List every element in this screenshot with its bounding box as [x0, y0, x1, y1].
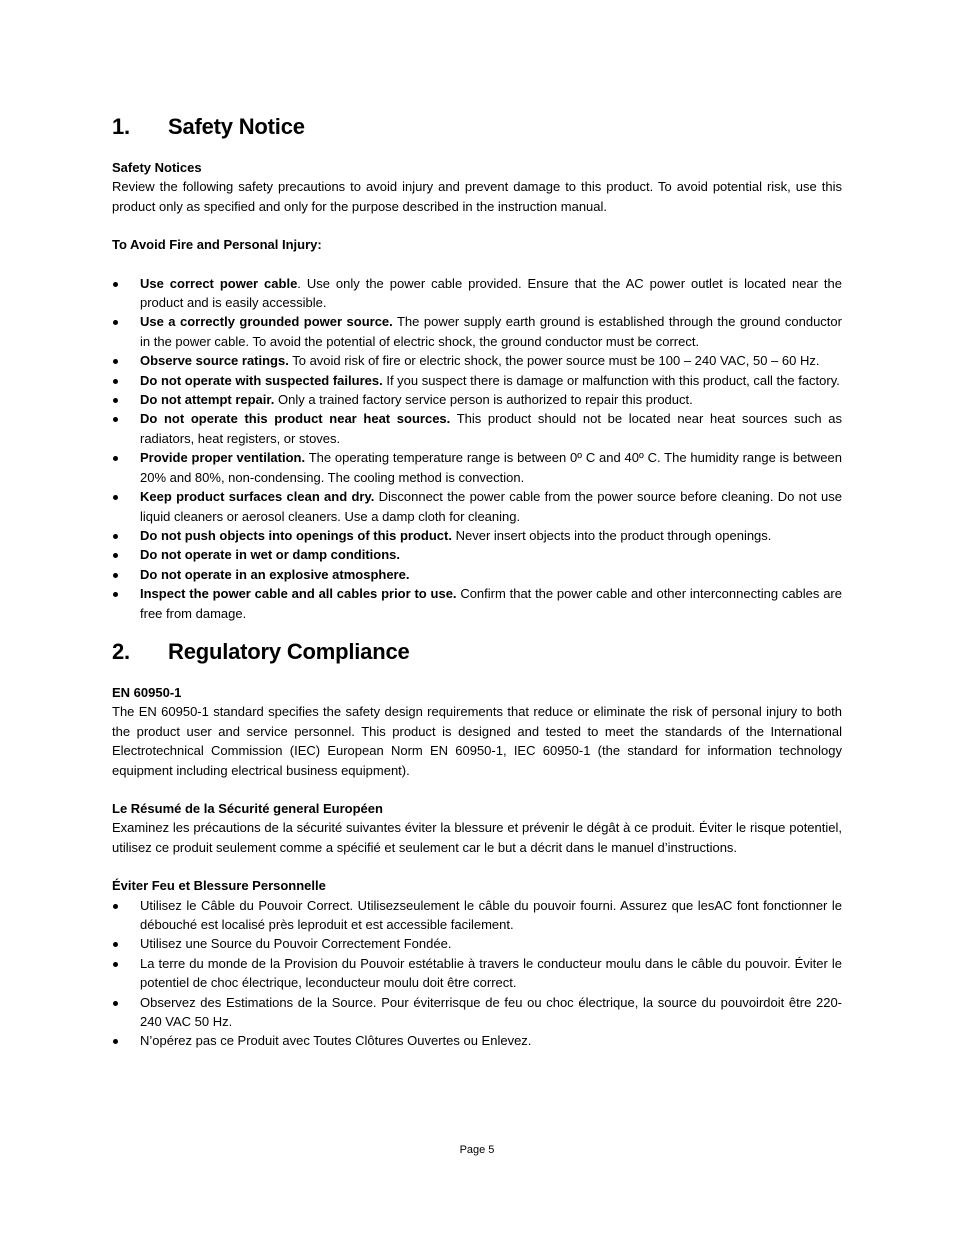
list-item: Do not operate in an explosive atmosphere. — [112, 565, 842, 584]
safety-intro-paragraph: Review the following safety precautions to avoid injury and prevent damage to this product. To avoid potential risk, use this product only as specified and only for the purpose described in the instruction manual. — [112, 179, 842, 214]
list-item: Do not operate with suspected failures. If you suspect there is damage or malfunction with this product, call the factory. — [112, 371, 842, 390]
safety-list — [112, 274, 842, 623]
french-summary-paragraph: Examinez les précautions de la sécurité suivantes éviter la blessure et prévenir le dégât à ce produit. Éviter le risque potentiel, utilisez ce produit seulement comme a spécifié et seulement car le but a décrit dans le manuel d’instructions. — [112, 820, 842, 855]
safety-notices-subhead: Safety Notices — [112, 160, 202, 175]
list-item: Do not operate this product near heat sources. This product should not be located near heat sources such as radiators, heat registers, or stoves. — [112, 409, 842, 448]
list-item: Observez des Estimations de la Source. Pour éviterrisque de feu ou choc électrique, la source du pouvoirdoit être 220-240 VAC 50 Hz. — [112, 993, 842, 1032]
section-2-heading — [112, 637, 842, 667]
list-item: Use a correctly grounded power source. The power supply earth ground is established through the ground conductor in the power cable. To avoid the potential of electric shock, the ground conductor must be correct. — [112, 312, 842, 351]
document-page — [112, 112, 842, 1051]
section-number: 1. — [112, 114, 130, 139]
list-item: Do not attempt repair. Only a trained factory service person is authorized to repair this product. — [112, 390, 842, 409]
fire-injury-heading: To Avoid Fire and Personal Injury: — [112, 237, 322, 253]
list-item: Utilisez une Source du Pouvoir Correctement Fondée. — [112, 934, 842, 953]
list-item: Utilisez le Câble du Pouvoir Correct. Utilisezseulement le câble du pouvoir fourni. Assurez que lesAC font fonctionner le débouché est localisé près leproduit et est accessible facilement. — [112, 896, 842, 935]
en-60950-heading: EN 60950-1 — [112, 684, 182, 700]
section-number: 2. — [112, 638, 130, 664]
page-number: Page 5 — [459, 1144, 495, 1156]
section-title: Safety Notice — [168, 114, 305, 139]
french-summary-heading: Le Résumé de la Sécurité general Européen — [112, 800, 383, 816]
section-title: Regulatory Compliance — [168, 638, 410, 664]
list-item: Keep product surfaces clean and dry. Disconnect the power cable from the power source before cleaning. Do not use liquid cleaners or aerosol cleaners. Use a damp cloth for cleaning. — [112, 487, 842, 526]
french-safety-list — [112, 896, 842, 1051]
section-1-heading — [112, 112, 842, 142]
list-item: La terre du monde de la Provision du Pouvoir estétablie à travers le conducteur moulu dans le câble du pouvoir. Éviter le potentiel de choc électrique, leconducteur moulu doit être correct. — [112, 954, 842, 993]
en-60950-paragraph: The EN 60950-1 standard specifies the safety design requirements that reduce or eliminate the risk of personal injury to both the product user and service personnel. This product is designed and tested to meet the standards of the International Electrotechnical Commission (IEC) European Norm EN 60950-1, IEC 60950-1 (the standard for information technology equipment including electrical business equipment). — [112, 704, 842, 778]
list-item: Inspect the power cable and all cables prior to use. Confirm that the power cable and other interconnecting cables are free from damage. — [112, 584, 842, 623]
french-fire-heading: Éviter Feu et Blessure Personnelle — [112, 878, 326, 894]
list-item: Do not push objects into openings of this product. Never insert objects into the product through openings. — [112, 526, 842, 545]
list-item: N’opérez pas ce Produit avec Toutes Clôtures Ouvertes ou Enlevez. — [112, 1031, 842, 1050]
list-item: Provide proper ventilation. The operating temperature range is between 0º C and 40º C. The humidity range is between 20% and 80%, non-condensing. The cooling method is convection. — [112, 448, 842, 487]
list-item: Use correct power cable. Use only the power cable provided. Ensure that the AC power outlet is located near the product and is easily accessible. — [112, 274, 842, 313]
list-item: Do not operate in wet or damp conditions. — [112, 545, 842, 564]
list-item: Observe source ratings. To avoid risk of fire or electric shock, the power source must be 100 – 240 VAC, 50 – 60 Hz. — [112, 351, 842, 370]
